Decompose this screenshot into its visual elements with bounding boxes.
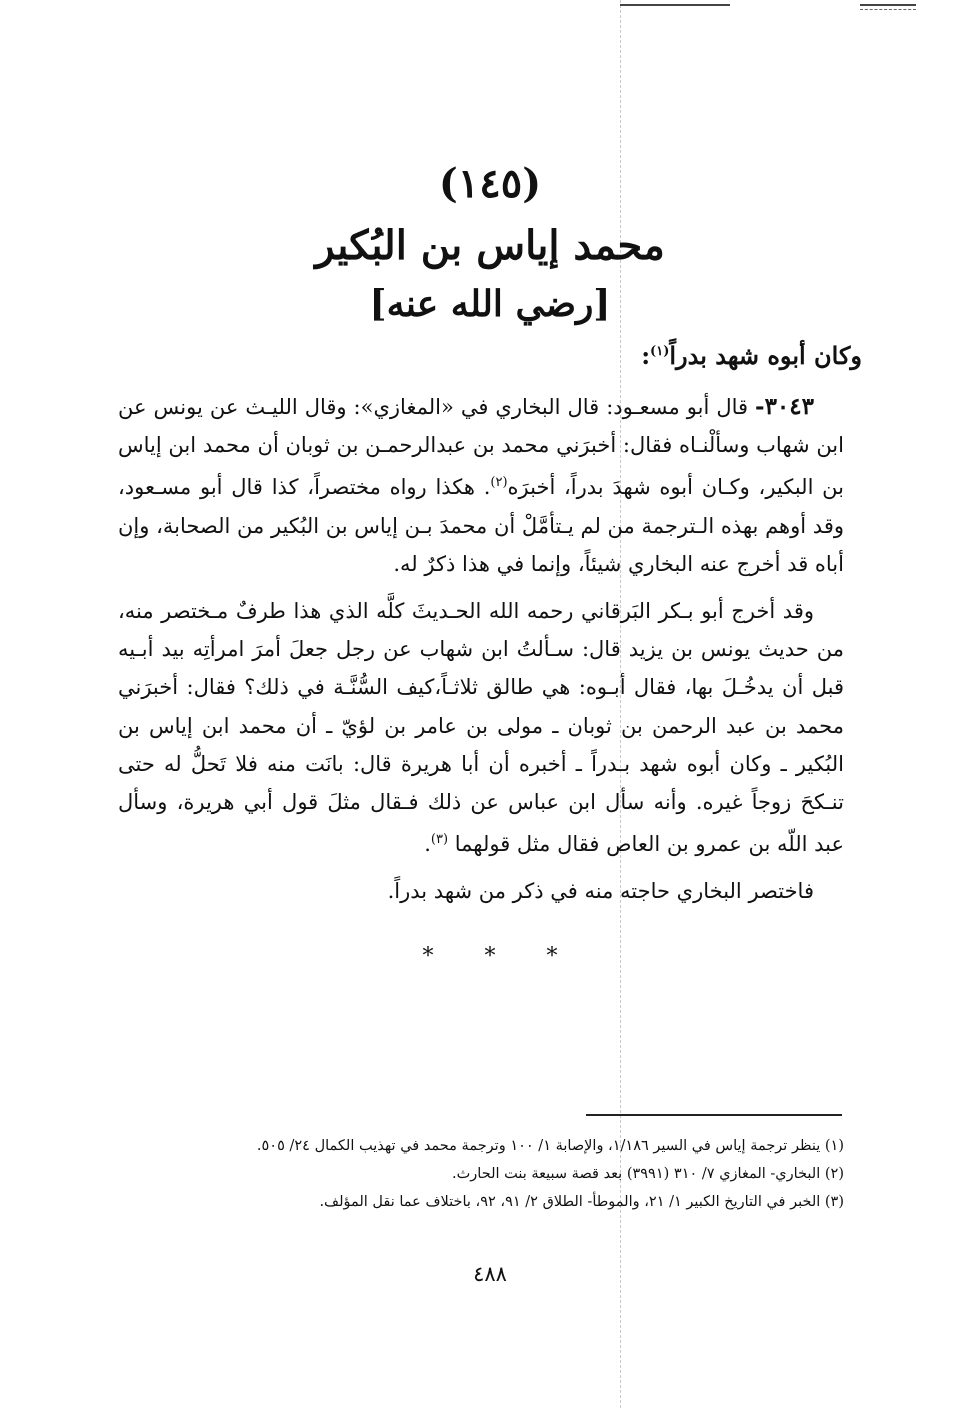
- chapter-subtitle: [رضي الله عنه]: [369, 283, 611, 325]
- intro-colon: :: [641, 341, 651, 370]
- footnote-1: (١) ينظر ترجمة إياس في السير ١/١٨٦، والإصابة ١/ ١٠٠ وترجمة محمد في تهذيب الكمال ٢٤/ ٥٠٥.: [256, 1138, 844, 1154]
- intro-text: وكان أبوه شهد بدراً: [669, 341, 862, 370]
- page-number: ٤٨٨: [473, 1262, 507, 1286]
- top-edge-rule: [620, 4, 730, 6]
- footnote-2: (٢) البخاري- المغازي ٧/ ٣١٠ (٣٩٩١) بعد قصة سبيعة بنت الحارث.: [452, 1166, 844, 1182]
- body-text: [118, 388, 844, 911]
- intro-line: [142, 341, 862, 370]
- paragraph-2-end: .: [424, 832, 431, 857]
- hadith-number: ٣٠٤٣-: [755, 393, 814, 420]
- paragraph-1-text-b: . هكذا رواه مختصراً، كذا قال أبو مسـعود، وقد أوهم بهذه الـترجمة من لم يـتأمَّلْ أن محمدَ بـن إياس بن البُكير من الصحابة، وإن أباه قد أخرج عنه البخاري شيئاً، وإنما في هذا ذكرٌ له.: [118, 475, 844, 576]
- chapter-number: (١٤٥): [438, 160, 542, 207]
- paragraph-1-text-a: قال أبو مسعـود: قال البخاري في «المغازي»: وقال الليـث عن يونس عن ابن شهاب وسألْنـاه فقال: أخبرَني محمد بن عبدالرحمـن بن ثوبان أن محمد ابن إياس بن البكير، وكـان أبوه شهدَ بدراً، أخبرَه: [118, 395, 844, 500]
- paragraph-1: [118, 388, 844, 583]
- paragraph-2: [118, 592, 844, 863]
- footnotes: [118, 1132, 844, 1216]
- footnote-ref[interactable]: (٣): [430, 832, 449, 848]
- top-edge-rule: [860, 9, 916, 10]
- chapter-title: محمد إياس بن البُكير: [315, 222, 665, 269]
- footnote-ref[interactable]: (٢): [490, 475, 508, 491]
- section-separator: * * *: [422, 944, 558, 969]
- footnote-rule: [586, 1114, 842, 1116]
- footnote-ref[interactable]: (١): [650, 344, 670, 359]
- paragraph-2-text: وقد أخرج أبو بـكر البَرقاني رحمه الله الحـديثَ كلَّه الذي هذا طرفٌ مـختصر منه، من حديث يونس بن يزيد قال: سـألتُ ابن شهاب عن رجل جعلَ أمرَ امرأتِه بيد أبـيه قبل أن يدخُـلَ بها، فقال أبـوه: هي طالق ثلاثـاً،كيف السُّنَّـة في ذلك؟ فقال: أخبرَني محمد بن عبد الرحمن بن ثوبان ـ مولى بن عامر بن لؤيّ ـ أن محمد ابن إياس بن البُكير ـ وكان أبوه شهد بـدراً ـ أخبره أن أبا هريرة قال: بانَت منه فلا تَحلُّ له حتى تنـكحَ زوجاً غيره. وأنه سأل ابن عباس عن ذلك فـقال مثلَ قول أبي هريرة، وسأل عبد اللّه بن عمرو بن العاص فقال مثل قولهما: [118, 599, 844, 857]
- paragraph-3: فاختصر البخاري حاجته منه في ذكر من شهد بدراً.: [387, 879, 814, 904]
- footnote-3: (٣) الخبر في التاريخ الكبير ١/ ٢١، والموطأ- الطلاق ٢/ ٩١، ٩٢، باختلاف عما نقل المؤلف.: [319, 1194, 844, 1210]
- top-edge-rule: [860, 4, 916, 6]
